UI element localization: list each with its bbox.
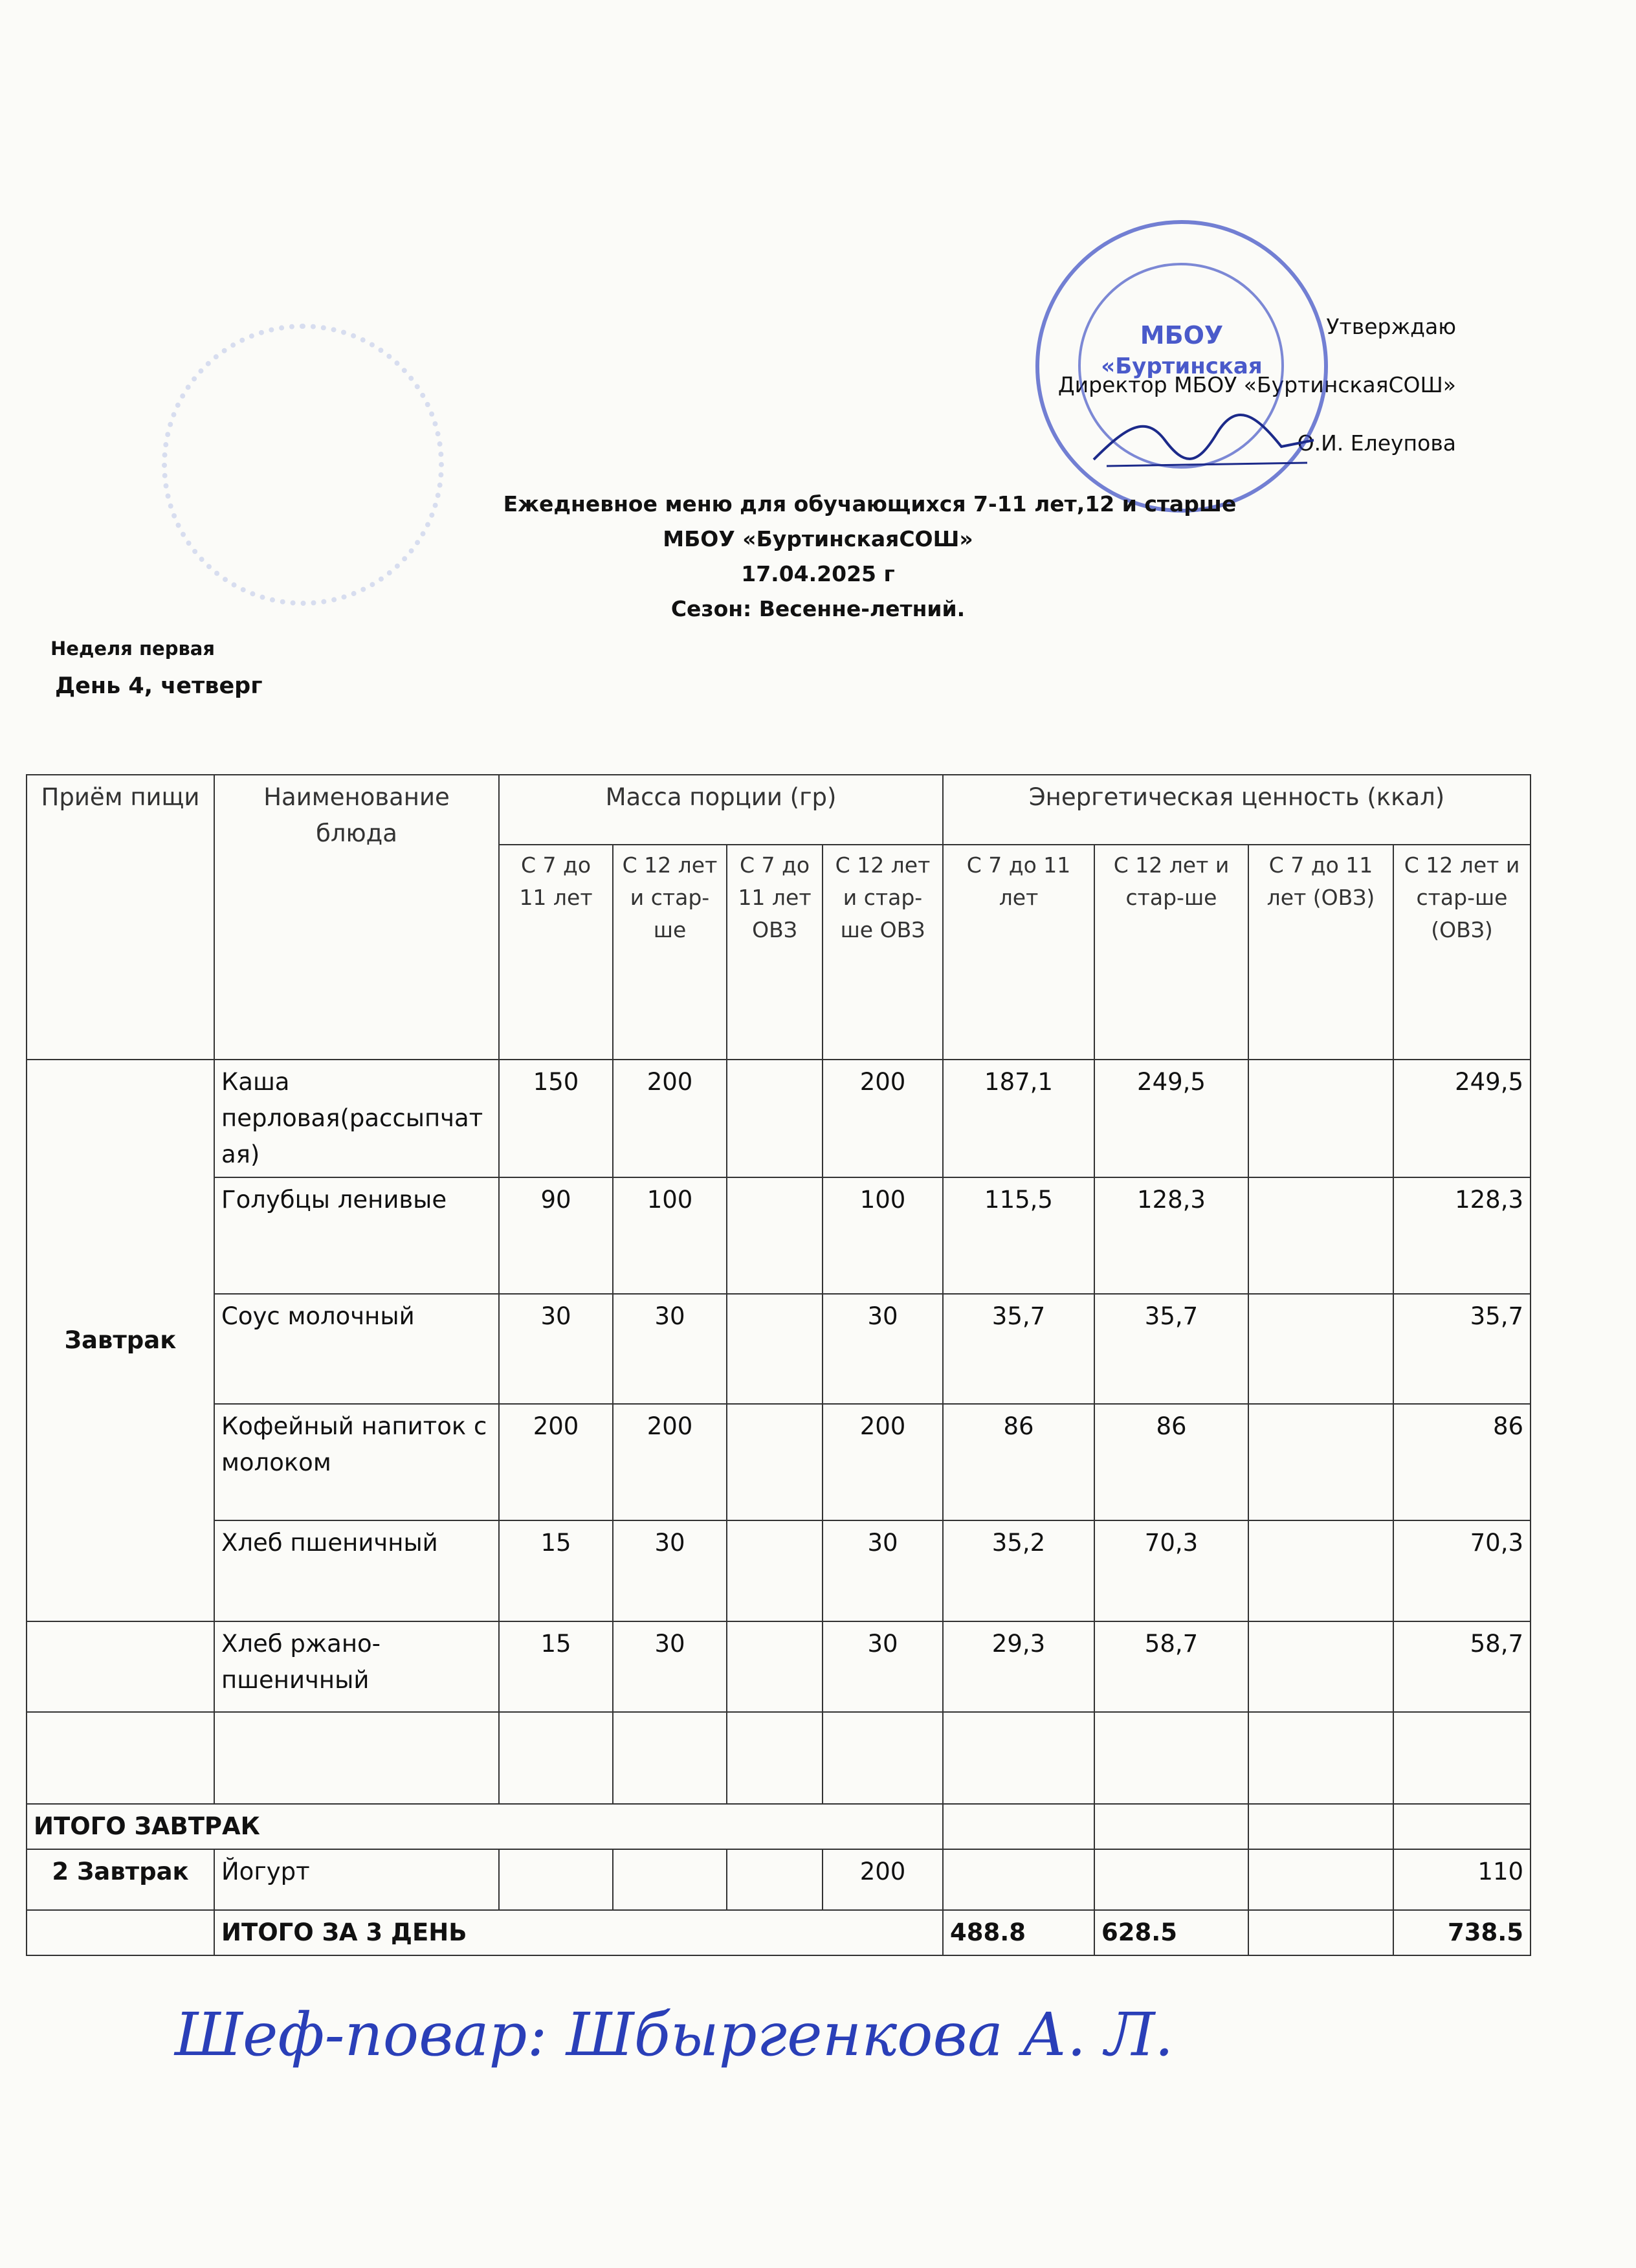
week-label: Неделя первая bbox=[50, 638, 215, 660]
mass-cell: 200 bbox=[499, 1404, 613, 1520]
menu-date: 17.04.2025 г bbox=[741, 561, 895, 586]
mass-cell bbox=[727, 1404, 823, 1520]
energy-cell bbox=[1248, 1294, 1393, 1404]
mass-cell bbox=[727, 1060, 823, 1177]
energy-cell bbox=[1248, 1177, 1393, 1294]
energy-cell: 249,5 bbox=[1393, 1060, 1531, 1177]
total-energy: 488.8 bbox=[943, 1910, 1094, 1955]
mass-cell: 200 bbox=[613, 1060, 727, 1177]
energy-cell: 35,2 bbox=[943, 1520, 1094, 1621]
energy-cell: 115,5 bbox=[943, 1177, 1094, 1294]
sub-header: С 12 лет и стар-ше bbox=[1094, 845, 1248, 1060]
empty-row bbox=[27, 1712, 1531, 1804]
table-row bbox=[27, 1404, 1531, 1520]
energy-cell: 35,7 bbox=[943, 1294, 1094, 1404]
total-energy: 628.5 bbox=[1094, 1910, 1248, 1955]
dish-name: Хлеб пшеничный bbox=[214, 1520, 499, 1621]
dish-name: Каша перловая(рассыпчатая) bbox=[214, 1060, 499, 1177]
sub-header: С 7 до 11 лет (ОВЗ) bbox=[1248, 845, 1393, 1060]
day-label: День 4, четверг bbox=[55, 673, 263, 699]
meal-empty bbox=[27, 1621, 214, 1712]
second-breakfast-row bbox=[27, 1849, 1531, 1910]
approve-label: Утверждаю bbox=[1326, 314, 1456, 339]
menu-title: Ежедневное меню для обучающихся 7-11 лет,12 и старше bbox=[503, 491, 1237, 517]
energy-cell bbox=[1248, 1060, 1393, 1177]
energy-cell: 58,7 bbox=[1393, 1621, 1531, 1712]
table-row bbox=[27, 1177, 1531, 1294]
energy-cell: 187,1 bbox=[943, 1060, 1094, 1177]
dish-name: Йогурт bbox=[214, 1849, 499, 1910]
mass-cell: 30 bbox=[613, 1520, 727, 1621]
mass-cell bbox=[727, 1621, 823, 1712]
mass-cell: 30 bbox=[613, 1294, 727, 1404]
title-block bbox=[0, 487, 1636, 627]
total-day-label: ИТОГО ЗА 3 ДЕНЬ bbox=[214, 1910, 943, 1955]
chef-signature-text: Шеф-повар: Шбыргенкова А. Л. bbox=[175, 2000, 1174, 2069]
sub-header: С 7 до 11 лет bbox=[499, 845, 613, 1060]
sub-header: С 7 до 11 лет bbox=[943, 845, 1094, 1060]
mass-cell: 150 bbox=[499, 1060, 613, 1177]
energy-cell bbox=[1248, 1520, 1393, 1621]
energy-cell: 29,3 bbox=[943, 1621, 1094, 1712]
dish-name: Голубцы ленивые bbox=[214, 1177, 499, 1294]
energy-cell: 128,3 bbox=[1393, 1177, 1531, 1294]
table-row bbox=[27, 1520, 1531, 1621]
mass-cell: 30 bbox=[613, 1621, 727, 1712]
mass-cell: 200 bbox=[613, 1404, 727, 1520]
mass-cell bbox=[727, 1520, 823, 1621]
stamp-text-2: «Буртинская bbox=[1101, 353, 1263, 379]
mass-cell: 100 bbox=[613, 1177, 727, 1294]
mass-cell: 15 bbox=[499, 1621, 613, 1712]
total-energy bbox=[1248, 1910, 1393, 1955]
season: Сезон: Весенне-летний. bbox=[670, 596, 966, 621]
energy-cell: 86 bbox=[943, 1404, 1094, 1520]
sub-header: С 12 лет и стар-ше (ОВЗ) bbox=[1393, 845, 1531, 1060]
total-breakfast-label: ИТОГО ЗАВТРАК bbox=[27, 1804, 943, 1849]
energy-cell bbox=[1248, 1404, 1393, 1520]
mass-cell: 30 bbox=[823, 1294, 943, 1404]
energy-cell: 70,3 bbox=[1094, 1520, 1248, 1621]
energy-cell bbox=[1248, 1621, 1393, 1712]
menu-table bbox=[26, 774, 1531, 1956]
energy-cell: 249,5 bbox=[1094, 1060, 1248, 1177]
energy-cell: 128,3 bbox=[1094, 1177, 1248, 1294]
energy-cell: 86 bbox=[1393, 1404, 1531, 1520]
sub-header: С 7 до 11 лет ОВЗ bbox=[727, 845, 823, 1060]
energy-cell: 58,7 bbox=[1094, 1621, 1248, 1712]
mass-cell: 30 bbox=[823, 1520, 943, 1621]
energy-cell: 110 bbox=[1393, 1849, 1531, 1910]
mass-cell bbox=[727, 1294, 823, 1404]
mass-cell: 200 bbox=[823, 1849, 943, 1910]
total-breakfast-row bbox=[27, 1804, 1531, 1849]
mass-cell: 200 bbox=[823, 1060, 943, 1177]
dish-name: Хлеб ржано-пшеничный bbox=[214, 1621, 499, 1712]
director-signature bbox=[1087, 401, 1320, 479]
total-energy: 738.5 bbox=[1393, 1910, 1531, 1955]
mass-cell: 15 bbox=[499, 1520, 613, 1621]
dish-name: Соус молочный bbox=[214, 1294, 499, 1404]
header-energy: Энергетическая ценность (ккал) bbox=[943, 775, 1531, 845]
stamp-text-1: МБОУ bbox=[1140, 321, 1224, 350]
mass-cell: 200 bbox=[823, 1404, 943, 1520]
director-name: О.И. Елеупова bbox=[1297, 430, 1456, 456]
meal-breakfast: Завтрак bbox=[27, 1060, 214, 1621]
energy-cell: 35,7 bbox=[1094, 1294, 1248, 1404]
mass-cell bbox=[727, 1177, 823, 1294]
energy-cell: 35,7 bbox=[1393, 1294, 1531, 1404]
energy-cell: 70,3 bbox=[1393, 1520, 1531, 1621]
sub-header: С 12 лет и стар-ше ОВЗ bbox=[823, 845, 943, 1060]
chef-signature bbox=[175, 2000, 1173, 2069]
table-row bbox=[27, 1621, 1531, 1712]
dish-name: Кофейный напиток с молоком bbox=[214, 1404, 499, 1520]
mass-cell: 100 bbox=[823, 1177, 943, 1294]
mass-cell: 30 bbox=[499, 1294, 613, 1404]
sub-header: С 12 лет и стар-ше bbox=[613, 845, 727, 1060]
table-row bbox=[27, 1294, 1531, 1404]
director-title: Директор МБОУ «БуртинскаяСОШ» bbox=[1057, 372, 1456, 397]
header-mass: Масса порции (гр) bbox=[499, 775, 943, 845]
header-dish: Наименование блюда bbox=[214, 775, 499, 1060]
school-name: МБОУ «БуртинскаяСОШ» bbox=[663, 526, 973, 551]
meal-second-breakfast: 2 Завтрак bbox=[27, 1849, 214, 1910]
header-meal: Приём пищи bbox=[27, 775, 214, 1060]
energy-cell: 86 bbox=[1094, 1404, 1248, 1520]
table-row bbox=[27, 1060, 1531, 1177]
total-day-row bbox=[27, 1910, 1531, 1955]
mass-cell: 30 bbox=[823, 1621, 943, 1712]
mass-cell: 90 bbox=[499, 1177, 613, 1294]
